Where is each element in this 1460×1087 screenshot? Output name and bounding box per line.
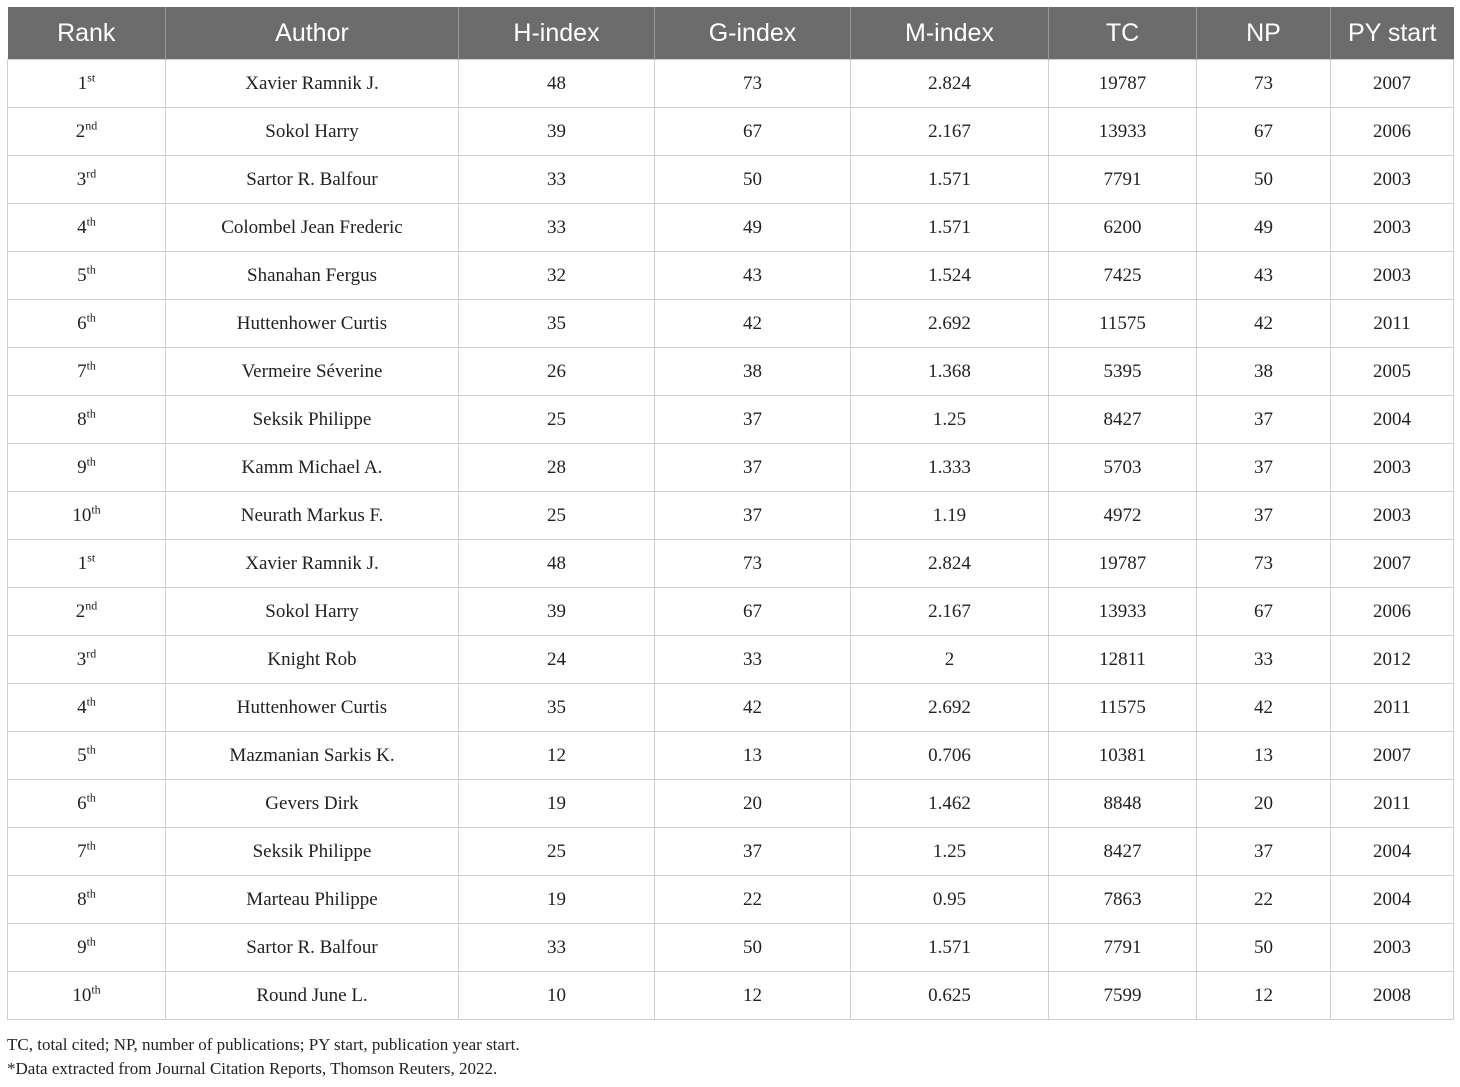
cell-tc: 19787 — [1049, 540, 1197, 588]
cell-rank — [8, 876, 166, 924]
cell-py-start: 2003 — [1331, 156, 1454, 204]
rank-ordinal-suffix: th — [91, 502, 101, 517]
cell-py-start: 2004 — [1331, 828, 1454, 876]
header-np: NP — [1197, 7, 1331, 60]
rank-number: 6 — [77, 312, 87, 334]
rank-number: 10 — [72, 984, 92, 1006]
rank-number: 4 — [77, 696, 87, 718]
rank-ordinal-suffix: th — [86, 262, 96, 277]
rank-number: 3 — [76, 168, 87, 190]
cell-m-index: 0.95 — [851, 876, 1049, 924]
cell-tc: 13933 — [1049, 108, 1197, 156]
cell-tc: 12811 — [1049, 636, 1197, 684]
cell-m-index: 1.25 — [851, 828, 1049, 876]
cell-g-index: 42 — [655, 684, 851, 732]
cell-author: Marteau Philippe — [166, 876, 459, 924]
cell-tc: 8427 — [1049, 828, 1197, 876]
table-row — [8, 300, 1454, 348]
cell-author: Shanahan Fergus — [166, 252, 459, 300]
cell-h-index: 33 — [459, 924, 655, 972]
header-h-index: H-index — [459, 7, 655, 60]
table-row — [8, 732, 1454, 780]
cell-m-index: 2.167 — [851, 108, 1049, 156]
rank-ordinal-suffix: rd — [86, 646, 97, 661]
cell-np: 33 — [1197, 636, 1331, 684]
cell-h-index: 19 — [459, 780, 655, 828]
cell-h-index: 35 — [459, 300, 655, 348]
cell-np: 37 — [1197, 444, 1331, 492]
cell-author: Knight Rob — [166, 636, 459, 684]
table-row — [8, 540, 1454, 588]
cell-h-index: 26 — [459, 348, 655, 396]
cell-tc: 7425 — [1049, 252, 1197, 300]
cell-tc: 5703 — [1049, 444, 1197, 492]
table-row — [8, 444, 1454, 492]
cell-m-index: 1.25 — [851, 396, 1049, 444]
cell-author: Seksik Philippe — [166, 828, 459, 876]
cell-h-index: 48 — [459, 540, 655, 588]
rank-number: 1 — [77, 552, 88, 574]
cell-rank — [8, 828, 166, 876]
cell-tc: 8848 — [1049, 780, 1197, 828]
cell-np: 50 — [1197, 924, 1331, 972]
cell-m-index: 1.333 — [851, 444, 1049, 492]
cell-m-index: 1.571 — [851, 204, 1049, 252]
cell-rank — [8, 300, 166, 348]
table-row — [8, 204, 1454, 252]
cell-m-index: 1.19 — [851, 492, 1049, 540]
cell-rank — [8, 444, 166, 492]
cell-tc: 10381 — [1049, 732, 1197, 780]
rank-ordinal-suffix: rd — [86, 166, 97, 181]
cell-m-index: 2.824 — [851, 60, 1049, 108]
table-body — [8, 60, 1454, 1020]
rank-number: 2 — [75, 600, 86, 622]
table-row — [8, 588, 1454, 636]
cell-g-index: 13 — [655, 732, 851, 780]
cell-py-start: 2007 — [1331, 732, 1454, 780]
rank-ordinal-suffix: th — [86, 886, 96, 901]
table-row — [8, 396, 1454, 444]
cell-py-start: 2003 — [1331, 252, 1454, 300]
cell-m-index: 1.571 — [851, 924, 1049, 972]
cell-g-index: 67 — [655, 588, 851, 636]
cell-h-index: 39 — [459, 588, 655, 636]
cell-author: Huttenhower Curtis — [166, 300, 459, 348]
cell-g-index: 50 — [655, 924, 851, 972]
cell-g-index: 67 — [655, 108, 851, 156]
cell-py-start: 2012 — [1331, 636, 1454, 684]
rank-ordinal-suffix: th — [86, 742, 96, 757]
rank-ordinal-suffix: th — [86, 310, 96, 325]
table-row — [8, 972, 1454, 1020]
cell-rank — [8, 588, 166, 636]
cell-tc: 11575 — [1049, 300, 1197, 348]
cell-rank — [8, 156, 166, 204]
cell-m-index: 1.368 — [851, 348, 1049, 396]
cell-rank — [8, 684, 166, 732]
cell-rank — [8, 924, 166, 972]
cell-author: Sokol Harry — [166, 108, 459, 156]
cell-tc: 7863 — [1049, 876, 1197, 924]
cell-rank — [8, 780, 166, 828]
cell-g-index: 38 — [655, 348, 851, 396]
cell-m-index: 2.824 — [851, 540, 1049, 588]
cell-np: 42 — [1197, 684, 1331, 732]
table-row — [8, 636, 1454, 684]
cell-np: 13 — [1197, 732, 1331, 780]
table-row — [8, 876, 1454, 924]
cell-tc: 7791 — [1049, 156, 1197, 204]
header-tc: TC — [1049, 7, 1197, 60]
cell-rank — [8, 60, 166, 108]
table-row — [8, 108, 1454, 156]
cell-h-index: 19 — [459, 876, 655, 924]
cell-h-index: 24 — [459, 636, 655, 684]
cell-m-index: 0.706 — [851, 732, 1049, 780]
cell-py-start: 2007 — [1331, 60, 1454, 108]
cell-py-start: 2011 — [1331, 684, 1454, 732]
header-author: Author — [166, 7, 459, 60]
rank-number: 7 — [77, 840, 87, 862]
rank-ordinal-suffix: th — [86, 694, 96, 709]
rank-ordinal-suffix: th — [86, 838, 96, 853]
cell-tc: 8427 — [1049, 396, 1197, 444]
cell-h-index: 39 — [459, 108, 655, 156]
cell-author: Round June L. — [166, 972, 459, 1020]
table-footnotes — [7, 1033, 520, 1081]
rank-number: 8 — [77, 888, 87, 910]
cell-author: Kamm Michael A. — [166, 444, 459, 492]
cell-author: Xavier Ramnik J. — [166, 540, 459, 588]
cell-np: 22 — [1197, 876, 1331, 924]
rank-ordinal-suffix: th — [86, 358, 96, 373]
header-m-index: M-index — [851, 7, 1049, 60]
cell-h-index: 10 — [459, 972, 655, 1020]
cell-tc: 6200 — [1049, 204, 1197, 252]
cell-g-index: 50 — [655, 156, 851, 204]
cell-np: 42 — [1197, 300, 1331, 348]
author-ranking-table — [7, 7, 1454, 1020]
table-header — [8, 7, 1454, 60]
cell-author: Sartor R. Balfour — [166, 156, 459, 204]
cell-g-index: 37 — [655, 828, 851, 876]
cell-np: 37 — [1197, 396, 1331, 444]
cell-m-index: 1.462 — [851, 780, 1049, 828]
cell-np: 20 — [1197, 780, 1331, 828]
table-row — [8, 780, 1454, 828]
footnote-source: *Data extracted from Journal Citation Reports, Thomson Reuters, 2022. — [7, 1059, 498, 1078]
cell-author: Sokol Harry — [166, 588, 459, 636]
cell-m-index: 2 — [851, 636, 1049, 684]
cell-m-index: 2.692 — [851, 300, 1049, 348]
cell-rank — [8, 108, 166, 156]
cell-g-index: 20 — [655, 780, 851, 828]
cell-m-index: 2.167 — [851, 588, 1049, 636]
table-row — [8, 924, 1454, 972]
footnote-abbreviations: TC, total cited; NP, number of publications; PY start, publication year start. — [7, 1035, 520, 1054]
cell-np: 43 — [1197, 252, 1331, 300]
cell-rank — [8, 540, 166, 588]
cell-author: Gevers Dirk — [166, 780, 459, 828]
cell-g-index: 33 — [655, 636, 851, 684]
rank-ordinal-suffix: th — [86, 214, 96, 229]
cell-g-index: 73 — [655, 60, 851, 108]
cell-h-index: 32 — [459, 252, 655, 300]
table-row — [8, 156, 1454, 204]
cell-py-start: 2003 — [1331, 492, 1454, 540]
cell-tc: 13933 — [1049, 588, 1197, 636]
cell-h-index: 33 — [459, 156, 655, 204]
rank-number: 2 — [75, 120, 86, 142]
cell-py-start: 2003 — [1331, 204, 1454, 252]
cell-author: Sartor R. Balfour — [166, 924, 459, 972]
rank-ordinal-suffix: th — [86, 790, 96, 805]
cell-rank — [8, 252, 166, 300]
cell-rank — [8, 636, 166, 684]
author-ranking-table-container — [7, 7, 1453, 1020]
cell-np: 67 — [1197, 108, 1331, 156]
cell-m-index: 2.692 — [851, 684, 1049, 732]
rank-number: 1 — [77, 72, 88, 94]
cell-py-start: 2011 — [1331, 780, 1454, 828]
cell-h-index: 12 — [459, 732, 655, 780]
cell-rank — [8, 972, 166, 1020]
cell-np: 67 — [1197, 588, 1331, 636]
cell-py-start: 2008 — [1331, 972, 1454, 1020]
cell-np: 12 — [1197, 972, 1331, 1020]
rank-ordinal-suffix: st — [87, 70, 96, 85]
header-row — [8, 7, 1454, 60]
rank-number: 5 — [77, 744, 87, 766]
cell-py-start: 2004 — [1331, 876, 1454, 924]
rank-ordinal-suffix: th — [91, 982, 101, 997]
cell-rank — [8, 204, 166, 252]
cell-m-index: 0.625 — [851, 972, 1049, 1020]
cell-g-index: 37 — [655, 396, 851, 444]
cell-g-index: 43 — [655, 252, 851, 300]
cell-author: Vermeire Séverine — [166, 348, 459, 396]
cell-author: Colombel Jean Frederic — [166, 204, 459, 252]
cell-py-start: 2005 — [1331, 348, 1454, 396]
cell-np: 73 — [1197, 60, 1331, 108]
cell-g-index: 37 — [655, 492, 851, 540]
cell-np: 50 — [1197, 156, 1331, 204]
cell-np: 37 — [1197, 492, 1331, 540]
rank-ordinal-suffix: st — [87, 550, 96, 565]
cell-py-start: 2003 — [1331, 444, 1454, 492]
cell-py-start: 2006 — [1331, 108, 1454, 156]
cell-py-start: 2004 — [1331, 396, 1454, 444]
cell-np: 37 — [1197, 828, 1331, 876]
cell-tc: 11575 — [1049, 684, 1197, 732]
cell-author: Xavier Ramnik J. — [166, 60, 459, 108]
cell-rank — [8, 732, 166, 780]
rank-ordinal-suffix: nd — [85, 118, 98, 133]
table-row — [8, 492, 1454, 540]
cell-h-index: 48 — [459, 60, 655, 108]
rank-ordinal-suffix: nd — [85, 598, 98, 613]
cell-np: 38 — [1197, 348, 1331, 396]
cell-tc: 5395 — [1049, 348, 1197, 396]
cell-np: 73 — [1197, 540, 1331, 588]
cell-g-index: 73 — [655, 540, 851, 588]
rank-ordinal-suffix: th — [86, 454, 96, 469]
rank-number: 6 — [77, 792, 87, 814]
cell-h-index: 25 — [459, 396, 655, 444]
rank-number: 3 — [76, 648, 87, 670]
cell-author: Mazmanian Sarkis K. — [166, 732, 459, 780]
cell-py-start: 2011 — [1331, 300, 1454, 348]
cell-h-index: 25 — [459, 828, 655, 876]
table-row — [8, 60, 1454, 108]
rank-number: 9 — [77, 456, 87, 478]
cell-tc: 7791 — [1049, 924, 1197, 972]
cell-py-start: 2006 — [1331, 588, 1454, 636]
cell-m-index: 1.571 — [851, 156, 1049, 204]
header-rank: Rank — [8, 7, 166, 60]
cell-g-index: 49 — [655, 204, 851, 252]
rank-number: 8 — [77, 408, 87, 430]
cell-tc: 7599 — [1049, 972, 1197, 1020]
cell-g-index: 22 — [655, 876, 851, 924]
cell-rank — [8, 492, 166, 540]
cell-rank — [8, 396, 166, 444]
cell-g-index: 42 — [655, 300, 851, 348]
cell-py-start: 2003 — [1331, 924, 1454, 972]
rank-number: 7 — [77, 360, 87, 382]
cell-g-index: 37 — [655, 444, 851, 492]
table-row — [8, 252, 1454, 300]
cell-g-index: 12 — [655, 972, 851, 1020]
cell-author: Seksik Philippe — [166, 396, 459, 444]
cell-np: 49 — [1197, 204, 1331, 252]
cell-h-index: 28 — [459, 444, 655, 492]
cell-py-start: 2007 — [1331, 540, 1454, 588]
table-row — [8, 828, 1454, 876]
cell-author: Neurath Markus F. — [166, 492, 459, 540]
rank-number: 9 — [77, 936, 87, 958]
header-py-start: PY start — [1331, 7, 1454, 60]
rank-ordinal-suffix: th — [86, 406, 96, 421]
rank-number: 4 — [77, 216, 87, 238]
cell-tc: 4972 — [1049, 492, 1197, 540]
header-g-index: G-index — [655, 7, 851, 60]
cell-author: Huttenhower Curtis — [166, 684, 459, 732]
cell-rank — [8, 348, 166, 396]
cell-h-index: 25 — [459, 492, 655, 540]
rank-ordinal-suffix: th — [86, 934, 96, 949]
table-row — [8, 684, 1454, 732]
rank-number: 5 — [77, 264, 87, 286]
cell-h-index: 33 — [459, 204, 655, 252]
cell-h-index: 35 — [459, 684, 655, 732]
cell-m-index: 1.524 — [851, 252, 1049, 300]
table-row — [8, 348, 1454, 396]
cell-tc: 19787 — [1049, 60, 1197, 108]
rank-number: 10 — [72, 504, 92, 526]
